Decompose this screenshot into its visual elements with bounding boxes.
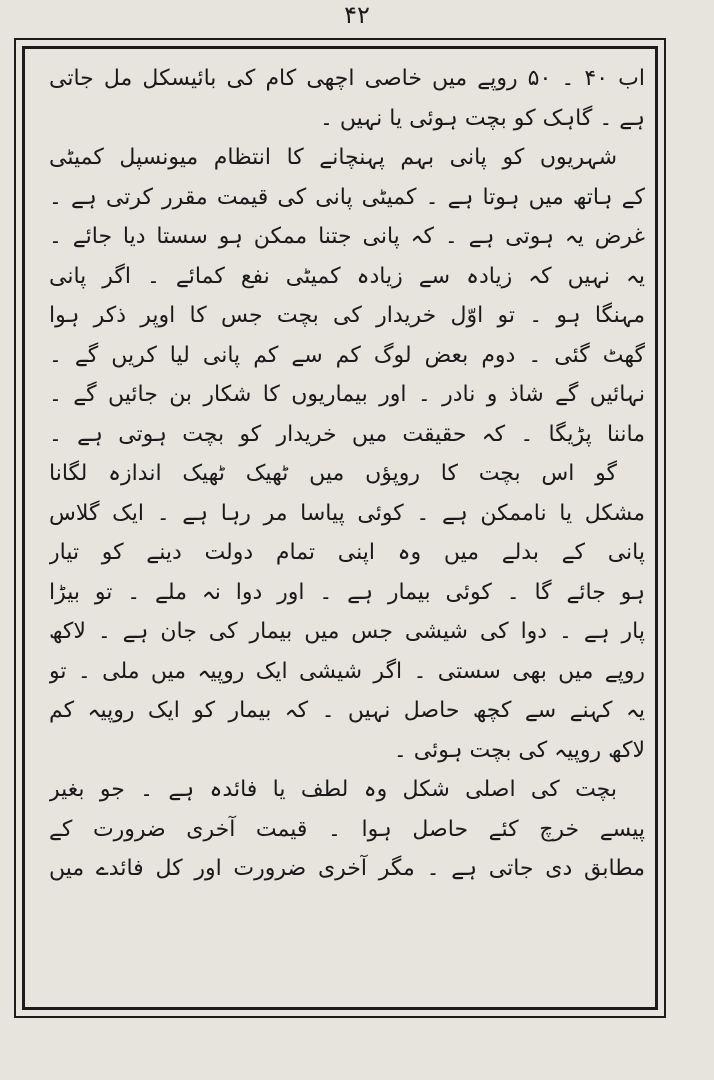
text-line: غرض یہ ہوتی ہے ۔ کہ پانی جتنا ممکن ہو سستا دیا جائے ۔ [49, 224, 645, 249]
text-line: پیسے خرچ کئے حاصل ہوا ۔ قیمت آخری ضرورت کے [49, 816, 645, 842]
page-border-inner [22, 46, 658, 1010]
text-line: مہنگا ہو ۔ تو اوّل خریدار کی بچت جس کا اوپر ذکر ہوا [49, 303, 645, 328]
text-line: لاکھ روپیہ کی بچت ہوئی ۔ [393, 737, 645, 763]
text-line: پانی کے بدلے میں وہ اپنی تمام دولت دینے کو تیار [49, 540, 645, 565]
page-number: ۴۲ [344, 1, 370, 29]
text-line: روپے میں بھی سستی ۔ اگر شیشی ایک روپیہ میں ملی ۔ تو [49, 658, 645, 684]
text-line: بچت کی اصلی شکل وہ لطف یا فائدہ ہے ۔ جو بغیر [49, 777, 617, 802]
text-line: یہ نہیں کہ زیادہ سے زیادہ کمیٹی نفع کمائے ۔ اگر پانی [49, 263, 645, 289]
page-text [49, 59, 645, 997]
text-line: کے ہاتھ میں ہوتا ہے ۔ کمیٹی پانی کی قیمت مقرر کرتی ہے ۔ [49, 184, 645, 210]
text-line: مطابق دی جاتی ہے ۔ مگر آخری ضرورت اور کل فائدے میں [49, 856, 645, 881]
text-line: مشکل یا ناممکن ہے ۔ کوئی پیاسا مر رہا ہے ۔ ایک گلاس [49, 500, 645, 526]
text-line: ہو جائے گا ۔ کوئی بیمار ہے ۔ اور دوا نہ ملے ۔ تو بیڑا [49, 579, 645, 605]
text-line: اب ۴۰ ۔ ۵۰ روپے میں خاصی اچھی کام کی بائیسکل مل جاتی [49, 66, 645, 91]
text-line: گھٹ گئی ۔ دوم بعض لوگ کم سے کم پانی لیا کریں گے ۔ [49, 342, 645, 368]
text-line: نہائیں گے شاذ و نادر ۔ اور بیماریوں کا شکار بن جائیں گے ۔ [49, 382, 645, 407]
text-line: گو اس بچت کا روپؤں میں ٹھیک ٹھیک اندازہ لگانا [49, 461, 617, 486]
text-line: پار ہے ۔ دوا کی شیشی جس میں بیمار کی جان ہے ۔ لاکھ [49, 619, 645, 644]
text-line: یہ کہنے سے کچھ حاصل نہیں ۔ کہ بیمار کو ایک روپیہ کم [49, 698, 645, 723]
text-line: ہے ۔ گاہک کو بچت ہوئی یا نہیں ۔ [320, 105, 645, 131]
text-line: شہریوں کو پانی بہم پہنچانے کا انتظام میونسپل کمیٹی [49, 145, 617, 170]
text-line: ماننا پڑیگا ۔ کہ حقیقت میں خریدار کو بچت ہوتی ہے ۔ [49, 421, 645, 447]
page-border [14, 38, 666, 1018]
